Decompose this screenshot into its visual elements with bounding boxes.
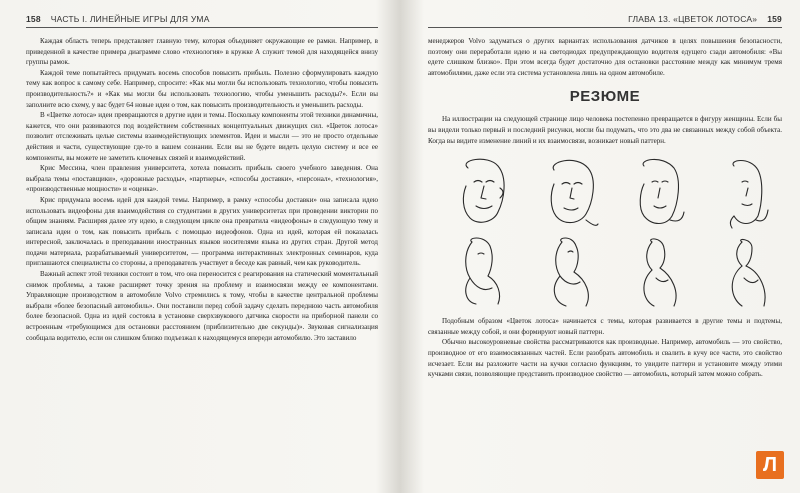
right-page xyxy=(404,0,800,493)
right-page-number: 159 xyxy=(767,14,782,24)
left-page xyxy=(0,0,398,493)
right-chapter-title: ГЛАВА 13. «ЦВЕТОК ЛОТОСА» xyxy=(628,14,758,24)
sketch-2 xyxy=(551,161,598,226)
paragraph: В «Цветке лотоса» идеи превращаются в другие идеи и темы. Поскольку компоненты этой техники динамичны, кажется, что они развиваются под воздействием собственных концептуальных движущих сил. «Цветок лотоса» позволит отслеживать целые системы взаимодействующих элементов. Идеи и мысли — это не просто отдельные действия и части, существующие где-то в вашем сознании. Если вы не будете видеть целую систему и все ее компоненты, вы можете не заметить ключевых связей и взаимодействий. xyxy=(26,111,378,162)
left-body-text xyxy=(26,36,378,343)
paragraph: Важный аспект этой техники состоит в том, что она переносится с реагирования на статический моментальный снимок проблемы, а также расширяет точку зрения на проблему и взаимосвязи между ее компонентами. Управляющие производством в автомобиле Volvo стремились к тому, чтобы в качестве центральной проблемы выбрали «более безопасный автомобиль». Они поставили перед собой задачу сделать переднюю часть автомобиля более безопасной. Одна из идей состояла в установке сверхзвукового датчика скорости на приборной панели со встроенным «требующимся для остановки расстоянием (приблизительно две секунды)». Звуковая сигнализация сообщала водителю, если он слишком близко подъезжал к находящемуся впереди автомобилю. Это заставило xyxy=(26,270,378,342)
paragraph: Крис придумала восемь идей для каждой темы. Например, в рамку «способы доставки» она записала идею использовать видеофоны для взаимодействия со студентами в других университетах при проведении викторин по общим знаниям. Расширяя далее эту идею, в следующем цикле она превратила «видеофоны» в следующую тему и записала идеи о том, как повысить прибыль с помощью видеофонов. Одна из идей, которая ей показалась интересной, заключалась в преподавании иностранных языков носителями языка из других стран. Другой метод подачи материала, разрабатываемый университетом, — программа интерактивных электронных семинаров, куда приглашаются специалисты со стороны, а преподаватель участвует в беседе как равный, чем как руководитель. xyxy=(26,195,378,268)
paragraph: Каждой теме попытайтесь придумать восемь способов повысить прибыль. Полезно сформулировать каждую тему как вопрос к самому себе. Например, спросите: «Как мы могли бы использовать технологию, чтобы повысить производительность?» и «Как мы могли бы использовать технологию, чтобы уменьшить расходы?». Если вы заполните всю схему, у вас будет 64 новые идеи о том, как повысить производительность и уменьшить расходы. xyxy=(26,68,378,109)
face-to-figure-illustration xyxy=(428,152,782,312)
paragraph: Подобным образом «Цветок лотоса» начинается с темы, которая развивается в другие темы и подтемы, связанные между собой, и они формируют новый паттерн. xyxy=(428,317,782,336)
section-title: РЕЗЮМЕ xyxy=(569,88,641,106)
sketch-3 xyxy=(640,160,684,224)
sketch-5 xyxy=(466,238,500,304)
sketch-grid xyxy=(428,152,782,312)
left-page-number: 158 xyxy=(26,14,41,24)
paragraph: Каждая область теперь представляет главную тему, которая объединяет окружающие ее рамки. Например, в приведенной в качестве примера диаграмме слово «технология» в кружке А служит темой для находящейся внизу группы рамок. xyxy=(26,37,378,67)
sketch-6 xyxy=(554,238,588,306)
left-chapter-title: ЧАСТЬ I. ЛИНЕЙНЫЕ ИГРЫ ДЛЯ УМА xyxy=(50,14,210,24)
sketch-7 xyxy=(644,239,676,306)
paragraph: менеджеров Volvo задуматься о других вариантах использования датчиков в целях повышения безопасности, поэтому они переработали идею и на светодиодах предупреждающую водителя едущего сзади автомобиля: «Вы едете слишком близко». При этом всегда будет достаточно для остановки расстояние между как минимум тремя автомобилями, даже если эта система установлена лишь на одном автомобиле. xyxy=(428,37,782,77)
left-running-head xyxy=(26,14,378,28)
sketch-1 xyxy=(463,159,504,222)
right-after-text xyxy=(428,316,782,380)
right-intro-text xyxy=(428,36,782,78)
right-running-head xyxy=(428,14,782,28)
paragraph: Крис Мессина, член правления университета, хотела повысить прибыль своего учебного заведения. Она выбрала темы «поставщики», «дорожные расходы», «партнеры», «способы доставки», «персонал», «технология», «производственные мощности» и «оценка». xyxy=(26,164,378,194)
publisher-logo: Л xyxy=(756,451,784,479)
paragraph: На иллюстрации на следующей странице лицо человека постепенно превращается в фигуру женщины. Если бы вы видели только первый и последний рисунки, могли бы подумать, что это два не связанных между собой объекта. Когда вы видите изменение линий и их взаимосвязи, возникает новый паттерн. xyxy=(428,115,782,145)
right-section-text xyxy=(428,114,782,146)
sketch-8 xyxy=(732,240,765,306)
sketch-4 xyxy=(730,161,768,229)
paragraph: Обычно высокоуровневые свойства рассматриваются как производные. Например, автомобиль — это свойство, производное от его взаимосвязанных частей. Если разобрать автомобиль и свалить в кучу все части, это свойство исчезает. Если вы разложите части на кучки согласно функциям, то увидите паттерн и установите между этими кучками связи, позволяющие представить производное свойство — автомобиль, который затем можно собрать. xyxy=(428,338,782,379)
